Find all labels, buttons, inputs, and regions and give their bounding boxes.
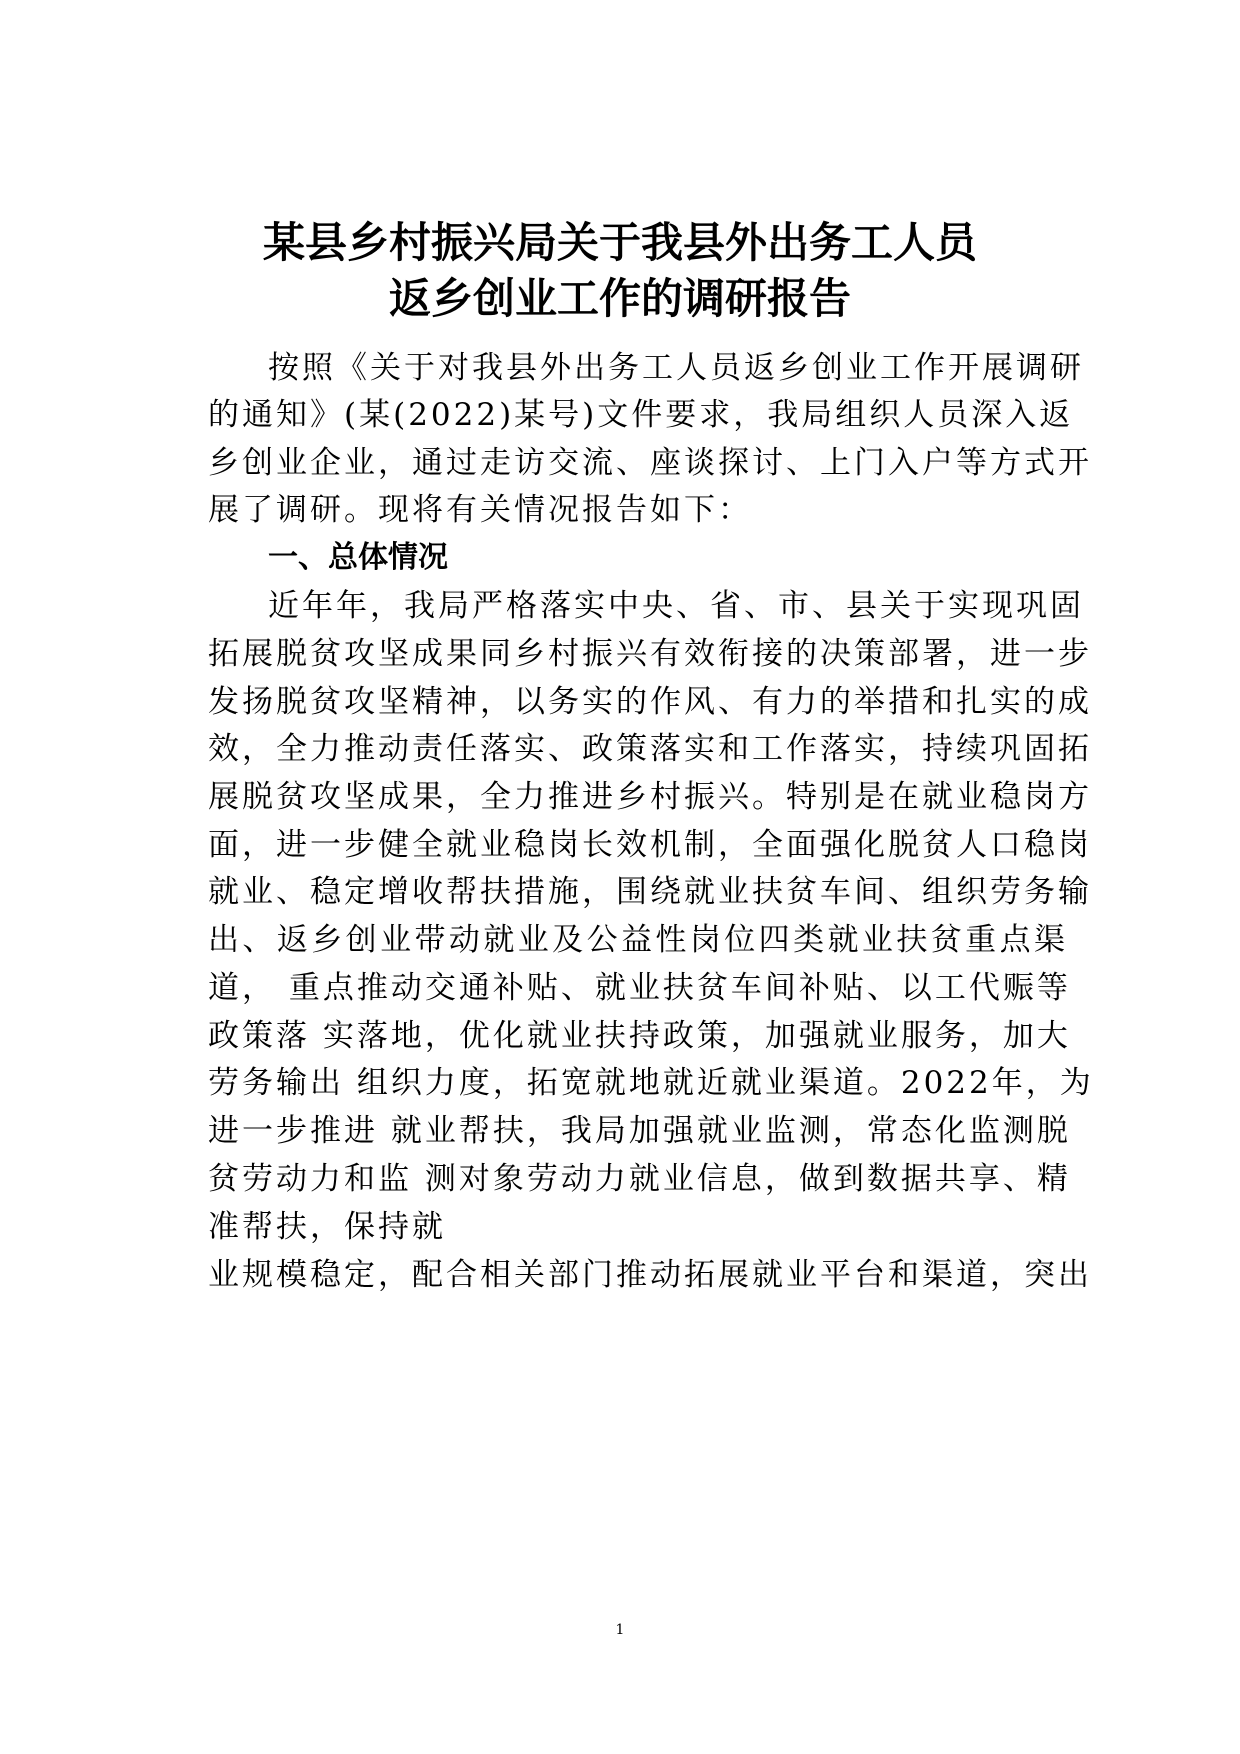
body-line: 发扬脱贫攻坚精神，以务实的作风、有力的举措和扎实的成 [208,684,1092,720]
body-line: 政策落 实落地，优化就业扶持政策，加强就业服务，加大 [208,1018,1071,1054]
body-line: 道， 重点推动交通补贴、就业扶贫车间补贴、以工代赈等 [208,970,1071,1006]
intro-line: 的通知》(某(2022)某号)文件要求，我局组织人员深入返 [208,397,1074,433]
section-heading: 一、总体情况 [268,540,448,575]
body-line: 出、返乡创业带动就业及公益性岗位四类就业扶贫重点渠 [208,922,1068,958]
intro-line: 乡创业企业，通过走访交流、座谈探讨、上门入户等方式开 [208,445,1092,481]
page-number: 1 [615,1622,625,1638]
body-line: 进一步推进 就业帮扶，我局加强就业监测，常态化监测脱 [208,1113,1071,1149]
body-line: 准帮扶，保持就 [208,1209,446,1245]
body-line: 效，全力推动责任落实、政策落实和工作落实，持续巩固拓 [208,731,1092,767]
body-line: 近年年，我局严格落实中央、省、市、县关于实现巩固 [268,588,1084,624]
body-line: 劳务输出 组织力度，拓宽就地就近就业渠道。2022年，为 [208,1065,1094,1101]
body-line: 贫劳动力和监 测对象劳动力就业信息，做到数据共享、精 [208,1161,1071,1197]
body-line: 业规模稳定，配合相关部门推动拓展就业平台和渠道，突出 [208,1257,1092,1293]
body-line: 拓展脱贫攻坚成果同乡村振兴有效衔接的决策部署，进一步 [208,636,1092,672]
intro-line: 按照《关于对我县外出务工人员返乡创业工作开展调研 [268,350,1084,386]
document-title-line-1: 某县乡村振兴局关于我县外出务工人员 [262,218,977,267]
document-title-line-2: 返乡创业工作的调研报告 [388,274,851,323]
body-line: 展脱贫攻坚成果，全力推进乡村振兴。特别是在就业稳岗方 [208,779,1092,815]
body-line: 面，进一步健全就业稳岗长效机制，全面强化脱贫人口稳岗 [208,827,1092,863]
body-line: 就业、稳定增收帮扶措施，围绕就业扶贫车间、组织劳务输 [208,874,1092,910]
intro-line: 展了调研。现将有关情况报告如下： [208,492,752,528]
